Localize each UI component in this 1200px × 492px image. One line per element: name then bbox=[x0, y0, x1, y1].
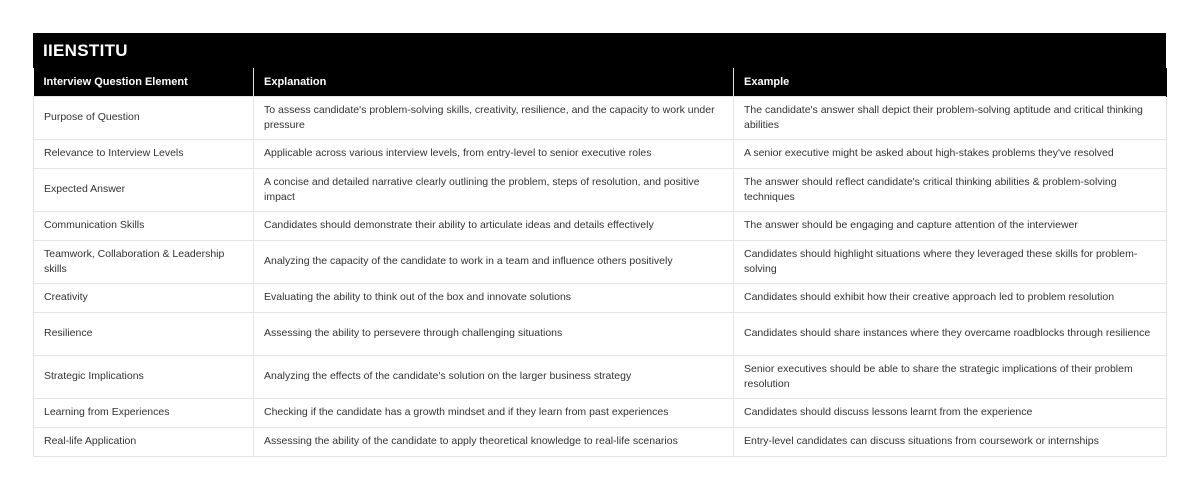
column-header-example: Example bbox=[734, 68, 1167, 96]
cell-example: The candidate's answer shall depict their problem-solving aptitude and critical thinking abilities bbox=[734, 96, 1167, 139]
cell-element: Learning from Experiences bbox=[34, 398, 254, 427]
cell-example: Entry-level candidates can discuss situations from coursework or internships bbox=[734, 427, 1167, 456]
cell-example: The answer should reflect candidate's critical thinking abilities & problem-solving techniques bbox=[734, 168, 1167, 211]
cell-example: Senior executives should be able to share the strategic implications of their problem resolution bbox=[734, 355, 1167, 398]
interview-table bbox=[33, 68, 1167, 457]
cell-explanation: Analyzing the capacity of the candidate to work in a team and influence others positively bbox=[254, 240, 734, 283]
table-row bbox=[34, 211, 1167, 240]
cell-example: Candidates should discuss lessons learnt from the experience bbox=[734, 398, 1167, 427]
cell-example: Candidates should share instances where they overcame roadblocks through resilience bbox=[734, 312, 1167, 355]
table-row bbox=[34, 139, 1167, 168]
cell-explanation: A concise and detailed narrative clearly outlining the problem, steps of resolution, and positive impact bbox=[254, 168, 734, 211]
cell-example: Candidates should highlight situations where they leveraged these skills for problem-solving bbox=[734, 240, 1167, 283]
table-row bbox=[34, 355, 1167, 398]
cell-explanation: Checking if the candidate has a growth mindset and if they learn from past experiences bbox=[254, 398, 734, 427]
table-row bbox=[34, 398, 1167, 427]
cell-element: Communication Skills bbox=[34, 211, 254, 240]
cell-element: Strategic Implications bbox=[34, 355, 254, 398]
cell-element: Creativity bbox=[34, 283, 254, 312]
column-header-explanation: Explanation bbox=[254, 68, 734, 96]
cell-explanation: Applicable across various interview levels, from entry-level to senior executive roles bbox=[254, 139, 734, 168]
cell-element: Resilience bbox=[34, 312, 254, 355]
brand-header bbox=[33, 33, 1166, 68]
cell-element: Teamwork, Collaboration & Leadership skills bbox=[34, 240, 254, 283]
cell-example: A senior executive might be asked about high-stakes problems they've resolved bbox=[734, 139, 1167, 168]
table-header-row bbox=[34, 68, 1167, 96]
table-row bbox=[34, 96, 1167, 139]
cell-explanation: Assessing the ability to persevere through challenging situations bbox=[254, 312, 734, 355]
cell-element: Relevance to Interview Levels bbox=[34, 139, 254, 168]
cell-explanation: Analyzing the effects of the candidate's solution on the larger business strategy bbox=[254, 355, 734, 398]
cell-explanation: Assessing the ability of the candidate to apply theoretical knowledge to real-life scenarios bbox=[254, 427, 734, 456]
column-header-element: Interview Question Element bbox=[34, 68, 254, 96]
table-row bbox=[34, 240, 1167, 283]
table-row bbox=[34, 283, 1167, 312]
cell-example: Candidates should exhibit how their creative approach led to problem resolution bbox=[734, 283, 1167, 312]
cell-explanation: Evaluating the ability to think out of the box and innovate solutions bbox=[254, 283, 734, 312]
table-container bbox=[33, 33, 1166, 457]
cell-explanation: To assess candidate's problem-solving skills, creativity, resilience, and the capacity to work under pressure bbox=[254, 96, 734, 139]
cell-element: Real-life Application bbox=[34, 427, 254, 456]
cell-explanation: Candidates should demonstrate their ability to articulate ideas and details effectively bbox=[254, 211, 734, 240]
table-row bbox=[34, 427, 1167, 456]
table-row bbox=[34, 168, 1167, 211]
cell-example: The answer should be engaging and capture attention of the interviewer bbox=[734, 211, 1167, 240]
table-row bbox=[34, 312, 1167, 355]
cell-element: Expected Answer bbox=[34, 168, 254, 211]
cell-element: Purpose of Question bbox=[34, 96, 254, 139]
brand-title: IIENSTITU bbox=[43, 40, 128, 60]
